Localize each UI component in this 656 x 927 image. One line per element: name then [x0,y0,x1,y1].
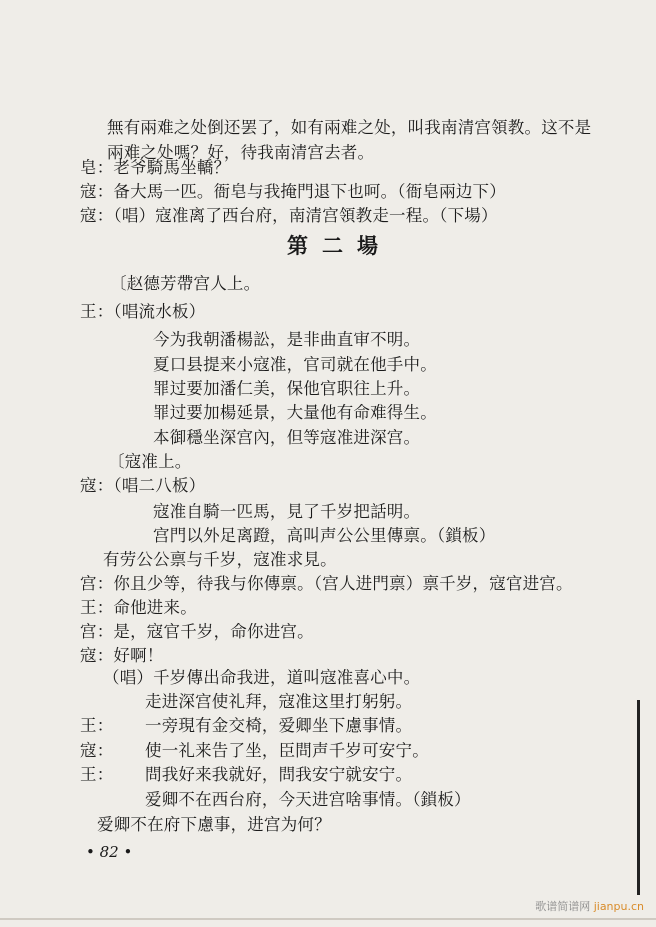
text-line: 兩难之处嗎？好，待我南清宫去者。 [107,143,375,162]
verse-line: （唱）千岁傳出命我进，道叫寇准喜心中。 [103,668,421,687]
verse-line: 爱卿不在西台府，今天进宫啥事情。（鎖板） [145,790,471,809]
dialogue-line: 寇：备大馬一匹。衙皂与我掩門退下也呵。（衙皂兩边下） [80,182,506,201]
verse-line: 本御穩坐深宫內，但等寇准进深宫。 [153,428,421,447]
verse-line: 夏口县提来小寇准，官司就在他手中。 [153,355,437,374]
dialogue-line: 王：命他进来。 [80,598,197,617]
speaker-label: 王： [80,716,114,735]
watermark [535,898,644,914]
dialogue-line: 寇：（唱）寇准离了西台府，南清宫領教走一程。（下場） [80,206,498,225]
text-line: 爱卿不在府下慮事，进宫为何？ [97,815,331,834]
watermark-en: jianpu.cn [593,900,644,913]
verse-line: 罪过要加潘仁美，保他官职往上升。 [153,379,421,398]
verse-line: 今为我朝潘楊訟，是非曲直审不明。 [153,330,421,349]
verse-line: 罪过要加楊延景，大量他有命难得生。 [153,403,437,422]
speaker-label: 寇： [80,741,114,760]
dialogue-line: 寇：好啊！ [80,646,164,665]
verse-line: 問我好来我就好，問我安宁就安宁。 [145,765,413,784]
verse-line: 一旁現有金交椅，爱卿坐下慮事情。 [145,716,413,735]
page-number: • 82 • [86,843,133,861]
watermark-cn: 歌谱简谱网 [535,900,591,913]
scene-title: 第二場 [287,233,392,258]
dialogue-line: 皂：老爷騎馬坐轎？ [80,158,231,177]
speaker-label: 王： [80,765,114,784]
dialogue-line: 宫：是，寇官千岁，命你进宫。 [80,622,314,641]
binding-edge-line [637,700,640,895]
text-line: 有劳公公禀与千岁，寇准求見。 [103,550,337,569]
verse-line: 宫門以外足离蹬，高叫声公公里傳禀。（鎖板） [153,526,496,545]
dialogue-line: 宫：你且少等，待我与你傳禀。（宫人进門禀）禀千岁，寇官进宫。 [80,574,573,593]
stage-direction: 〔寇准上。 [108,452,192,471]
verse-line: 使一礼来告了坐，臣問声千岁可安宁。 [145,741,429,760]
bottom-edge [0,918,656,920]
dialogue-line: 王：（唱流水板） [80,302,206,321]
verse-line: 走进深宫使礼拜，寇准这里打躬躬。 [145,692,413,711]
dialogue-line: 寇：（唱二八板） [80,476,206,495]
stage-direction: 〔赵德芳帶宫人上。 [110,274,261,293]
verse-line: 寇准自騎一匹馬，見了千岁把話明。 [153,502,421,521]
text-line: 無有兩难之处倒还罢了，如有兩难之处，叫我南清宫領教。这不是 [107,118,592,137]
